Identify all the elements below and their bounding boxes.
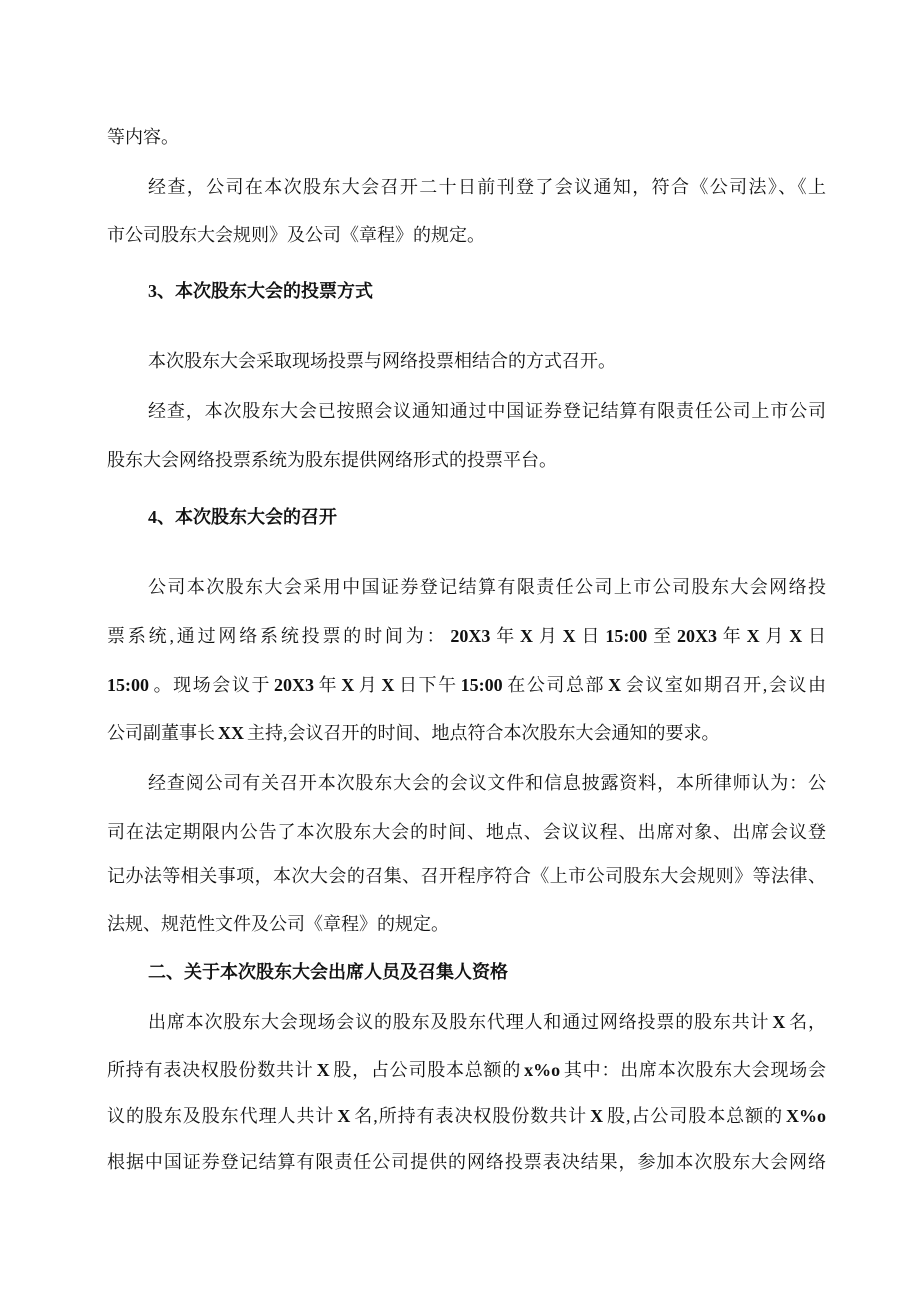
paragraph-line: 司在法定期限内公告了本次股东大会的时间、地点、会议议程、出席对象、出席会议登: [107, 822, 826, 842]
text-segment: 出席本次股东大会现场会议的股东及股东代理人和通过网络投票的股东共计: [148, 1012, 770, 1032]
paragraph-line: [107, 1148, 826, 1176]
bold-value: X: [772, 1012, 786, 1032]
paragraph-line: [107, 671, 826, 699]
paragraph-line: 股东大会网络投票系统为股东提供网络形式的投票平台。: [107, 450, 557, 470]
paragraph-line: 经查，公司在本次股东大会召开二十日前刊登了会议通知，符合《公司法》、《上: [148, 177, 826, 197]
paragraph-line: 等内容。: [107, 127, 179, 147]
bold-value: XX: [218, 723, 244, 743]
bold-value: X: [316, 1060, 330, 1080]
text-segment: 主持,会议召开的时间、地点符合本次股东大会通知的要求。: [247, 723, 720, 743]
paragraph-line: 法规、规范性文件及公司《章程》的规定。: [107, 914, 449, 934]
bold-value: X: [590, 1106, 604, 1126]
bold-value: X: [337, 1106, 351, 1126]
bold-value: X: [381, 675, 395, 695]
bold-value: 20X3: [676, 626, 717, 646]
text-segment: 其中：出席本次股东大会现场会: [563, 1060, 827, 1080]
paragraph-line: 经查，本次股东大会已按照会议通知通过中国证券登记结算有限责任公司上市公司: [148, 401, 826, 421]
bold-value: X: [789, 626, 803, 646]
text-segment: 股,占公司股本总额的: [606, 1106, 784, 1126]
paragraph-line: 记办法等相关事项，本次大会的召集、召开程序符合《上市公司股东大会规则》等法律、: [107, 866, 826, 886]
text-segment: 名，: [788, 1012, 827, 1032]
text-segment: 月: [357, 675, 379, 695]
paragraph-line: 经查阅公司有关召开本次股东大会的会议文件和信息披露资料，本所律师认为：公: [148, 773, 826, 793]
text-segment: 票系统,通过网络系统投票的时间为：: [107, 626, 448, 646]
bold-value: 20X3: [274, 675, 315, 695]
paragraph-line: [107, 719, 826, 747]
bold-value: X: [746, 626, 760, 646]
text-segment: 日: [805, 626, 827, 646]
text-segment: 公司副董事长: [107, 723, 215, 743]
text-segment: 月: [536, 626, 560, 646]
text-segment: 日: [578, 626, 603, 646]
paragraph-line: [148, 573, 826, 601]
text-segment: 至: [650, 626, 674, 646]
text-segment: 日下午: [397, 675, 458, 695]
bold-value: 20X3: [450, 626, 491, 646]
bold-value: 15:00: [107, 675, 149, 695]
text-segment: 。现场会议于: [152, 675, 272, 695]
bold-value: X%o: [786, 1106, 827, 1126]
paragraph-line: [107, 1056, 826, 1084]
section-heading-voting-method: 3、本次股东大会的投票方式: [148, 281, 373, 301]
text-segment: 在公司总部: [505, 675, 606, 695]
bold-value: 15:00: [605, 626, 648, 646]
text-segment: 年: [719, 626, 744, 646]
text-segment: 根据中国证券登记结算有限责任公司提供的网络投票表决结果，参加本次股东大会网络: [107, 1152, 826, 1172]
bold-value: X: [341, 675, 355, 695]
paragraph-line: [107, 622, 826, 650]
bold-value: 15:00: [460, 675, 503, 695]
text-segment: 年: [493, 626, 518, 646]
text-segment: 年: [317, 675, 339, 695]
bold-value: x%o: [524, 1060, 561, 1080]
section-heading-attendees: 二、关于本次股东大会出席人员及召集人资格: [148, 962, 508, 982]
text-segment: 名,所持有表决权股份数共计: [353, 1106, 588, 1126]
bold-value: X: [520, 626, 534, 646]
text-segment: 议的股东及股东代理人共计: [107, 1106, 335, 1126]
bold-value: X: [608, 675, 622, 695]
paragraph-line: [148, 1008, 826, 1036]
paragraph-line: 本次股东大会采取现场投票与网络投票相结合的方式召开。: [148, 351, 616, 371]
paragraph-line: [107, 1102, 826, 1130]
text-segment: 股，占公司股本总额的: [332, 1060, 522, 1080]
paragraph-line: 市公司股东大会规则》及公司《章程》的规定。: [107, 225, 485, 245]
text-segment: 会议室如期召开,会议由: [624, 675, 826, 695]
text-segment: 月: [762, 626, 787, 646]
section-heading-meeting-convening: 4、本次股东大会的召开: [148, 507, 337, 527]
text-segment: 所持有表决权股份数共计: [107, 1060, 314, 1080]
text-segment: 公司本次股东大会采用中国证券登记结算有限责任公司上市公司股东大会网络投: [148, 577, 826, 597]
bold-value: X: [562, 626, 576, 646]
